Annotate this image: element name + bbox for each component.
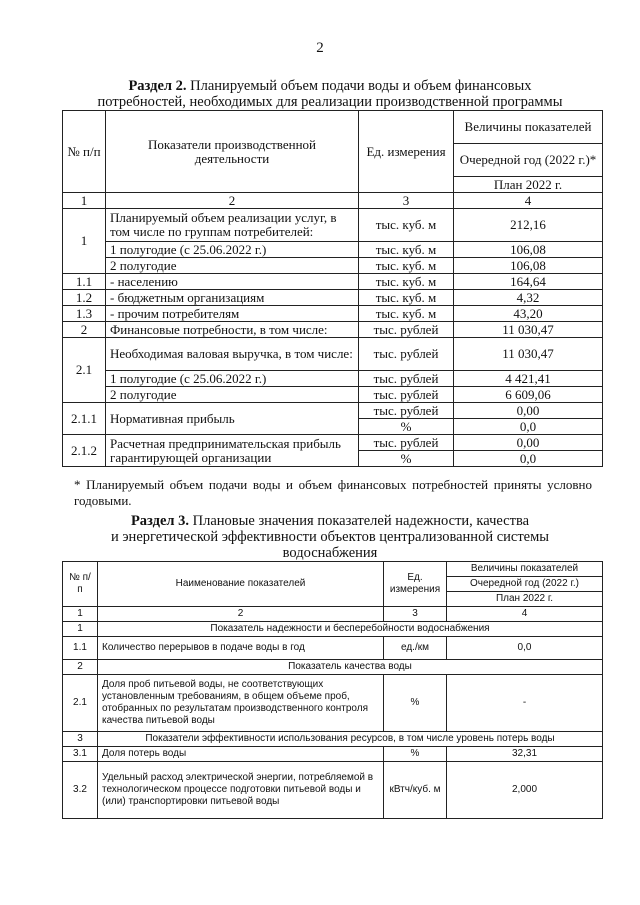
row-unit: тыс. куб. м xyxy=(359,209,454,242)
row-name: - прочим потребителям xyxy=(106,306,359,322)
section3-title-bold: Раздел 3. xyxy=(130,513,190,529)
row-value: 0,0 xyxy=(447,637,603,660)
group-num: 3 xyxy=(63,732,98,747)
header-num: № п/п xyxy=(63,111,106,193)
row-unit: % xyxy=(359,451,454,467)
row-num: 1.1 xyxy=(63,637,98,660)
col-num: 1 xyxy=(63,607,98,622)
row-name: Расчетная предпринимательская прибыль гарантирующей организации xyxy=(106,435,359,467)
row-name: Удельный расход электрической энергии, потребляемой в технологическом процессе подготовки питьевой воды и (или) транспортировки питьевой воды xyxy=(98,762,384,819)
row-unit: кВтч/куб. м xyxy=(384,762,447,819)
group-title: Показатель надежности и бесперебойности водоснабжения xyxy=(98,622,603,637)
row-value: 164,64 xyxy=(454,274,603,290)
row-name: 1 полугодие (с 25.06.2022 г.) xyxy=(106,242,359,258)
row-name: Количество перерывов в подаче воды в год xyxy=(98,637,384,660)
row-num: 3.1 xyxy=(63,747,98,762)
row-value: 0,00 xyxy=(454,403,603,419)
section3-title-line3: водоснабжения xyxy=(282,545,378,561)
row-value: 2,000 xyxy=(447,762,603,819)
row-name: 1 полугодие (с 25.06.2022 г.) xyxy=(106,371,359,387)
row-unit: тыс. рублей xyxy=(359,338,454,371)
row-value: 11 030,47 xyxy=(454,322,603,338)
section2-title-line2: потребностей, необходимых для реализации производственной программы xyxy=(97,94,563,110)
section3-heading xyxy=(90,513,570,561)
row-unit: тыс. куб. м xyxy=(359,258,454,274)
row-num: 2 xyxy=(63,322,106,338)
col-num: 3 xyxy=(384,607,447,622)
row-name: Необходимая валовая выручка, в том числе: xyxy=(106,338,359,371)
col-num: 2 xyxy=(106,193,359,209)
row-unit: тыс. куб. м xyxy=(359,242,454,258)
header-next-year: Очередной год (2022 г.) xyxy=(447,577,603,592)
header-values: Величины показателей xyxy=(454,111,603,144)
header-unit: Ед. измерения xyxy=(359,111,454,193)
col-num: 4 xyxy=(454,193,603,209)
row-value: 43,20 xyxy=(454,306,603,322)
row-value: 11 030,47 xyxy=(454,338,603,371)
header-plan: План 2022 г. xyxy=(447,592,603,607)
row-unit: тыс. рублей xyxy=(359,322,454,338)
header-plan: План 2022 г. xyxy=(454,177,603,193)
row-value: 4,32 xyxy=(454,290,603,306)
row-name: Нормативная прибыль xyxy=(106,403,359,435)
header-next-year: Очередной год (2022 г.)* xyxy=(454,144,603,177)
row-value: 4 421,41 xyxy=(454,371,603,387)
row-num: 1.3 xyxy=(63,306,106,322)
row-value: 212,16 xyxy=(454,209,603,242)
row-num: 2.1 xyxy=(63,675,98,732)
row-unit: % xyxy=(384,747,447,762)
row-name: Финансовые потребности, в том числе: xyxy=(106,322,359,338)
section3-title-line2: и энергетической эффективности объектов централизованной системы xyxy=(110,529,550,545)
row-unit: тыс. куб. м xyxy=(359,290,454,306)
group-num: 1 xyxy=(63,622,98,637)
row-name: Доля потерь воды xyxy=(98,747,384,762)
row-num: 2.1.2 xyxy=(63,435,106,467)
col-num: 4 xyxy=(447,607,603,622)
header-num: № п/п xyxy=(63,562,98,607)
row-value: 32,31 xyxy=(447,747,603,762)
row-value: 106,08 xyxy=(454,242,603,258)
section2-table xyxy=(62,110,603,467)
row-unit: тыс. рублей xyxy=(359,403,454,419)
row-unit: ед./км xyxy=(384,637,447,660)
section2-title-bold: Раздел 2. xyxy=(128,78,187,94)
row-name: 2 полугодие xyxy=(106,387,359,403)
row-name: - бюджетным организациям xyxy=(106,290,359,306)
row-unit: тыс. рублей xyxy=(359,435,454,451)
header-unit: Ед. измерения xyxy=(384,562,447,607)
group-num: 2 xyxy=(63,660,98,675)
page-number: 2 xyxy=(316,40,324,56)
row-value: 6 609,06 xyxy=(454,387,603,403)
col-num: 3 xyxy=(359,193,454,209)
row-value: 106,08 xyxy=(454,258,603,274)
row-name: Планируемый объем реализации услуг, в том числе по группам потребителей: xyxy=(106,209,359,242)
row-value: - xyxy=(447,675,603,732)
row-num: 2.1.1 xyxy=(63,403,106,435)
row-unit: тыс. куб. м xyxy=(359,274,454,290)
group-title: Показатели эффективности использования ресурсов, в том числе уровень потерь воды xyxy=(98,732,603,747)
row-unit: тыс. куб. м xyxy=(359,306,454,322)
header-values: Величины показателей xyxy=(447,562,603,577)
row-name: 2 полугодие xyxy=(106,258,359,274)
row-name: - населению xyxy=(106,274,359,290)
section3-table xyxy=(62,561,603,819)
header-name: Наименование показателей xyxy=(98,562,384,607)
section2-heading xyxy=(70,78,590,110)
section3-title-rest: Плановые значения показателей надежности, качества xyxy=(189,513,530,529)
row-name: Доля проб питьевой воды, не соответствующих установленным требованиям, в общем объеме проб, отобранных по результатам производственного контроля качества питьевой воды xyxy=(98,675,384,732)
group-title: Показатель качества воды xyxy=(98,660,603,675)
row-unit: тыс. рублей xyxy=(359,387,454,403)
row-num: 2.1 xyxy=(63,338,106,403)
row-num: 1 xyxy=(63,209,106,274)
section2-title-rest: Планируемый объем подачи воды и объем финансовых xyxy=(186,78,532,94)
col-num: 1 xyxy=(63,193,106,209)
row-unit: % xyxy=(384,675,447,732)
row-unit: тыс. рублей xyxy=(359,371,454,387)
row-value: 0,00 xyxy=(454,435,603,451)
row-num: 1.1 xyxy=(63,274,106,290)
row-num: 1.2 xyxy=(63,290,106,306)
row-num: 3.2 xyxy=(63,762,98,819)
row-unit: % xyxy=(359,419,454,435)
section2-footnote: * Планируемый объем подачи воды и объем финансовых потребностей приняты условно годовыми. xyxy=(74,477,592,508)
header-indicators: Показатели производственной деятельности xyxy=(106,111,359,193)
row-value: 0,0 xyxy=(454,419,603,435)
row-value: 0,0 xyxy=(454,451,603,467)
col-num: 2 xyxy=(98,607,384,622)
